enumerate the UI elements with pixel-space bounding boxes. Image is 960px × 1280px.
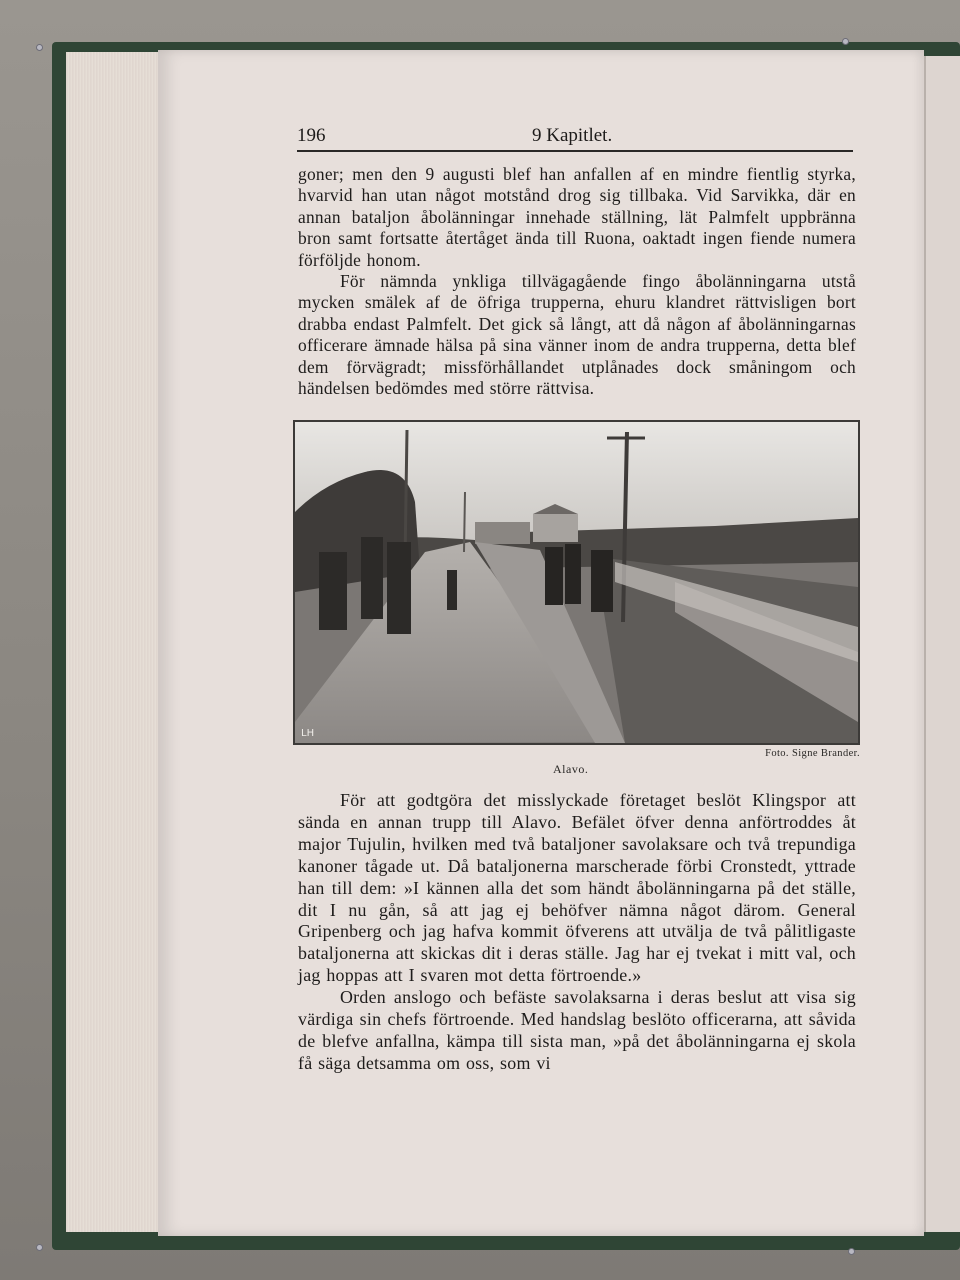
pin-marker [848,1248,855,1255]
photo-credit: Foto. Signe Brander. [765,748,860,759]
photo-illustration [295,422,858,743]
body-text-bottom [298,790,856,1075]
telegraph-pole [464,492,465,552]
pin-marker [842,38,849,45]
people-group-right [545,544,613,612]
facing-page-edge [924,56,960,1232]
page-edges [66,52,162,1232]
paragraph: goner; men den 9 augusti blef han anfallen af en mindre fientlig styrka, hvarvid han utan något motstånd drog sig tillbaka. Vid Sarvikka, där en annan bataljon åbolänningar innehade ställning, lät Palmfelt uppbränna bron samt fortsatte återtåget ända till Ruona, oaktadt ingen fiende numera förföljde honom. [298,164,856,270]
paragraph: Orden anslogo och befäste savolaksarna i deras beslut att visa sig värdiga sin chefs förtroende. Med handslag beslöto officerarna, att såvida de blefve anfallna, kämpa till sista man, »på det åbolänningarna ej skola få säga detsamma om oss, som vi [298,987,856,1073]
header-rule [297,150,853,152]
photograph-alavo-road [293,420,860,745]
pin-marker [36,44,43,51]
pin-marker [36,1244,43,1251]
photo-monogram: LH [301,728,315,739]
body-text-top [298,164,856,399]
running-header [297,123,853,151]
paragraph: För att godtgöra det misslyckade företaget beslöt Klingspor att sända en annan trupp till Alavo. Befälet öfver denna anförtroddes åt major Tujulin, hvilken med två bataljoner savolaksare och två trepundiga kanoner tågade ut. Då bataljonerna marscherade förbi Cronstedt, yttrade han till dem: »I kännen alla det som händt åbolänningarna på det ställe, dit I nu gån, så att jag ej behöfver nämna något därom. General Gripenberg och jag hafva kommit öfverens att utvälja de två pålitligaste bataljonerna att skickas dit i deras ställe. Jag har ej tvekat i mitt val, och jag hoppas att I svaren mot detta förtroende.» [298,790,856,986]
paragraph: För nämnda ynkliga tillvägagående fingo åbolänningarna utstå mycken smälek af de öfriga trupperna, ehuru klandret rättvisligen bort drabba endast Palmfelt. Det gick så långt, att då någon af åbolänningarnas officerare ämnade hälsa på sina vänner inom de andra trupperna, detta blef dem förvägradt; missförhållandet utplånades dock småningom och händelsen bedömdes med större rättvisa. [298,271,856,399]
house [475,522,530,544]
photo-caption: Alavo. [553,762,589,776]
page-number: 196 [297,125,326,146]
house [533,514,578,542]
chapter-title: 9 Kapitlet. [532,125,613,146]
